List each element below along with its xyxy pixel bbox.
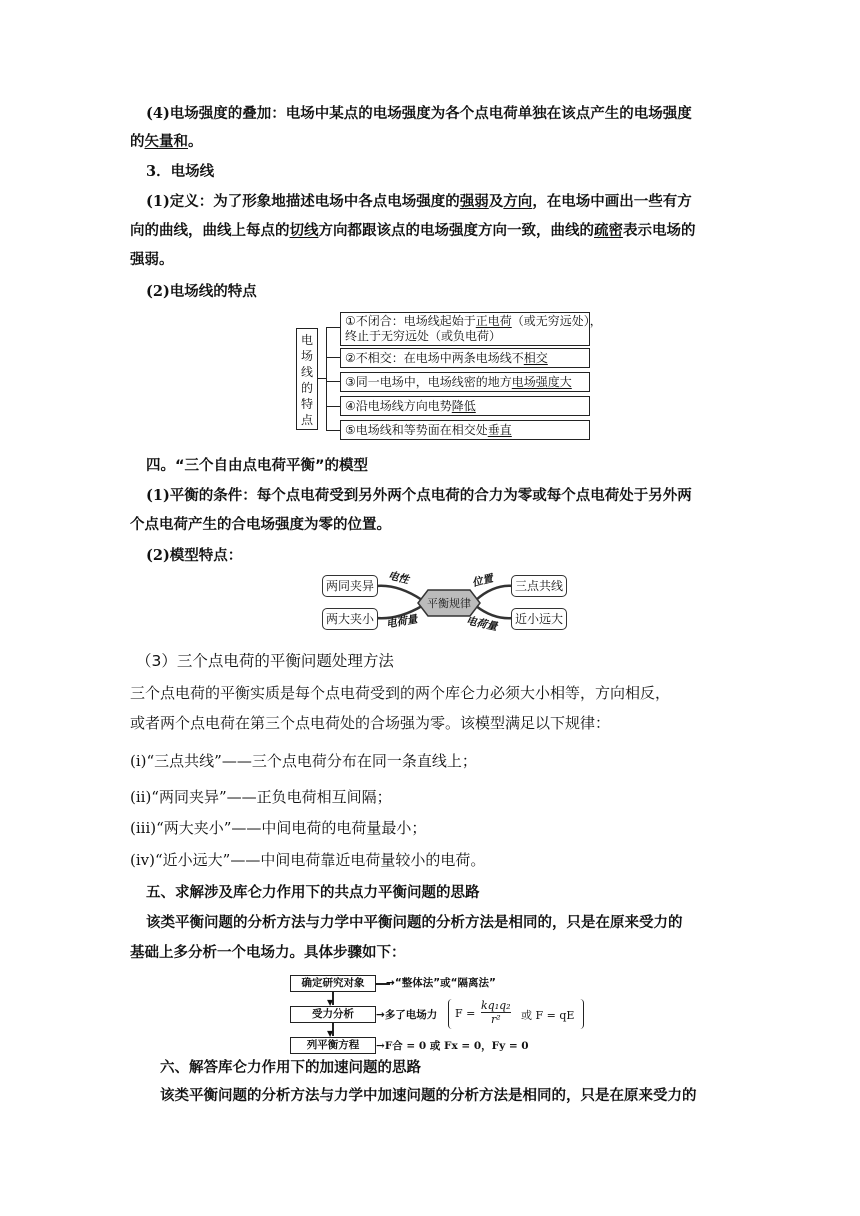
equilibrium-line1: 该类平衡问题的分析方法与力学中平衡问题的分析方法是相同的，只是在原来受力的 [146,914,683,931]
step-force-analysis: 受力分析 [290,1006,376,1023]
superposition-line2: 的矢量和。 [130,133,203,150]
features-root-box: 电 场 线 的 特 点 [296,328,318,430]
rule-three-collinear: 三点共线 [511,575,567,597]
connector [326,381,340,382]
rule-two-big-sandwich-small: 两大夹小 [322,608,378,630]
heading-equilibrium-approach: 五、求解涉及库仑力作用下的共点力平衡问题的思路 [146,885,480,901]
feature-item-1: ①不闭合：电场线起始于正电荷（或无穷远处）， 终止于无穷远处（或负电荷） [340,312,590,346]
rule-line-1: (i)“三点共线”——三个点电荷分布在同一条直线上； [130,752,477,770]
step3-note: →F合 = 0 或 Fx = 0，Fy = 0 [376,1040,529,1052]
feature-item-4: ④沿电场线方向电势降低 [340,396,590,416]
connector [326,327,327,431]
definition-line3: 强弱。 [130,251,174,268]
heading-acceleration-approach: 六、解答库仑力作用下的加速问题的思路 [160,1060,421,1076]
rule-two-same-sandwich-diff: 两同夹异 [322,575,378,597]
heading-three-charges-model: 四。“三个自由点电荷平衡”的模型 [146,458,369,474]
arrow-label-charge-amount-left: 电荷量 [385,613,419,631]
superposition-line1: (4)电场强度的叠加：电场中某点的电场强度为各个点电荷单独在该点产生的电场强度 [146,105,692,122]
rule-line-4: (iv)“近小远大”——中间电荷靠近电荷量较小的电荷。 [130,851,486,869]
balance-condition-line2: 个点电荷产生的合电场强度为零的位置。 [130,516,391,533]
rule-line-3: (iii)“两大夹小”——中间电荷的电荷量最小； [130,819,427,837]
features-title: (2)电场线的特点 [146,283,257,300]
step-equilibrium-equation: 列平衡方程 [290,1037,376,1054]
feature-item-5: ⑤电场线和等势面在相交处垂直 [340,420,590,440]
balance-condition-line1: (1)平衡的条件：每个点电荷受到另外两个点电荷的合力为零或每个点电荷处于另外两 [146,487,692,504]
step1-note: →“整体法”或“隔离法” [386,977,496,989]
equilibrium-line2: 基础上多分析一个电场力。具体步骤如下： [130,944,406,961]
balance-center-label: 平衡规律 [427,597,471,610]
feature-item-2: ②不相交：在电场中两条电场线不相交 [340,348,590,368]
arrow-label-charge-sign: 电性 [386,569,411,587]
connector [326,406,340,407]
down-arrow: ▼ [327,1029,334,1038]
connector [326,430,340,431]
connector [326,327,340,328]
model-features-title: (2)模型特点： [146,547,243,564]
method-line1: 三个点电荷的平衡实质是每个点电荷受到的两个库仑力必须大小相等，方向相反， [130,684,671,702]
definition-line2: 向的曲线，曲线上每点的切线方向都跟该点的电场强度方向一致，曲线的疏密表示电场的 [130,222,696,239]
arrow-label-position: 位置 [470,572,495,590]
coulomb-formula: F = kq₁q₂ r² 或 F = qE [448,999,584,1029]
acceleration-line1: 该类平衡问题的分析方法与力学中加速问题的分析方法是相同的，只是在原来受力的 [160,1087,697,1104]
connector [326,357,340,358]
definition-line1: (1)定义：为了形象地描述电场中各点电场强度的强弱及方向，在电场中画出一些有方 [146,193,692,210]
method-title: （3）三个点电荷的平衡问题处理方法 [136,652,394,670]
rule-line-2: (ii)“两同夹异”——正负电荷相互间隔； [130,788,392,806]
feature-item-3: ③同一电场中，电场线密的地方电场强度大 [340,372,590,392]
heading-field-lines: 3．电场线 [146,163,215,180]
method-line2: 或者两个点电荷在第三个点电荷处的合场强为零。该模型满足以下规律： [130,714,611,732]
arrow-label-charge-amount-right: 电荷量 [464,614,499,634]
step2-note: →多了电场力 [376,1009,438,1021]
step-determine-object: 确定研究对象 [290,975,376,992]
rule-near-small-far-big: 近小远大 [511,608,567,630]
down-arrow: ▼ [327,998,334,1007]
connector [318,378,326,379]
